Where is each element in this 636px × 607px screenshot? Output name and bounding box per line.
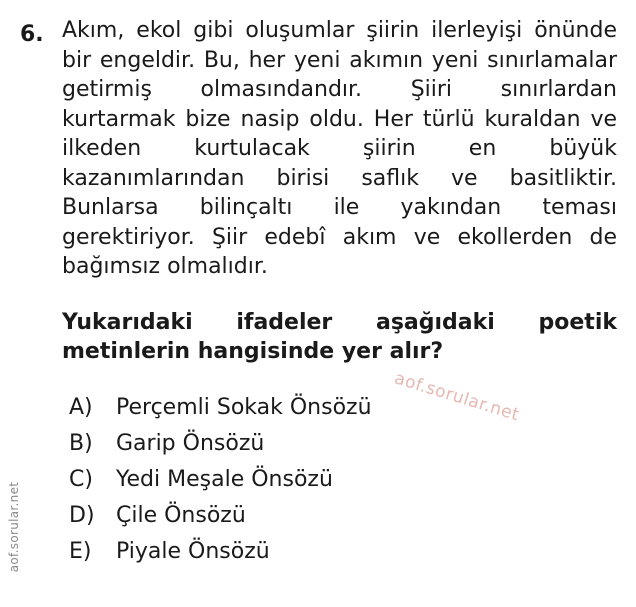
question-line: gerektiriyor. Şiir edebî akım ve ekollerden de [62,224,617,250]
option-letter: A) [69,394,93,420]
question-text [62,16,617,282]
option-e[interactable] [69,533,372,569]
question-prompt [62,308,617,366]
option-d[interactable] [69,497,372,533]
option-text: Yedi Meşale Önsözü [116,466,333,492]
prompt-line: Yukarıdaki ifadeler aşağıdaki poetik [62,310,617,335]
question-number: 6. [20,22,44,47]
option-text: Garip Önsözü [116,430,265,456]
question-line: ilkeden kurtulacak şiirin en büyük [62,136,617,161]
option-c[interactable] [69,461,372,497]
option-letter: C) [69,466,93,492]
option-text: Piyale Önsözü [116,538,270,564]
question-line: kazanımlarından birisi saflık ve basitliktir. [62,165,617,191]
option-letter: B) [69,430,93,456]
option-text: Perçemli Sokak Önsözü [116,394,372,420]
question-line: kurtarmak bize nasip oldu. Her türlü kuraldan ve [62,106,617,132]
option-b[interactable] [69,425,372,461]
question-line: bir engeldir. Bu, her yeni akımın yeni sınırlamalar [62,47,617,73]
prompt-line: metinlerin hangisinde yer alır? [62,339,444,364]
option-letter: D) [69,502,95,528]
question-line: Akım, ekol gibi oluşumlar şiirin ilerleyişi önünde [62,18,617,43]
question-line: bağımsız olmalıdır. [62,254,268,279]
option-text: Çile Önsözü [116,502,246,528]
watermark-side: aof.sorular.net [7,481,21,573]
option-a[interactable] [69,389,372,425]
option-letter: E) [69,538,92,564]
answer-options [69,389,372,569]
question-line: getirmiş olmasındandır. Şiiri sınırlardan [62,77,617,102]
question-line: Bunlarsa bilinçaltı ile yakından teması [62,195,617,220]
watermark-diagonal: aof.sorular.net [392,368,522,426]
